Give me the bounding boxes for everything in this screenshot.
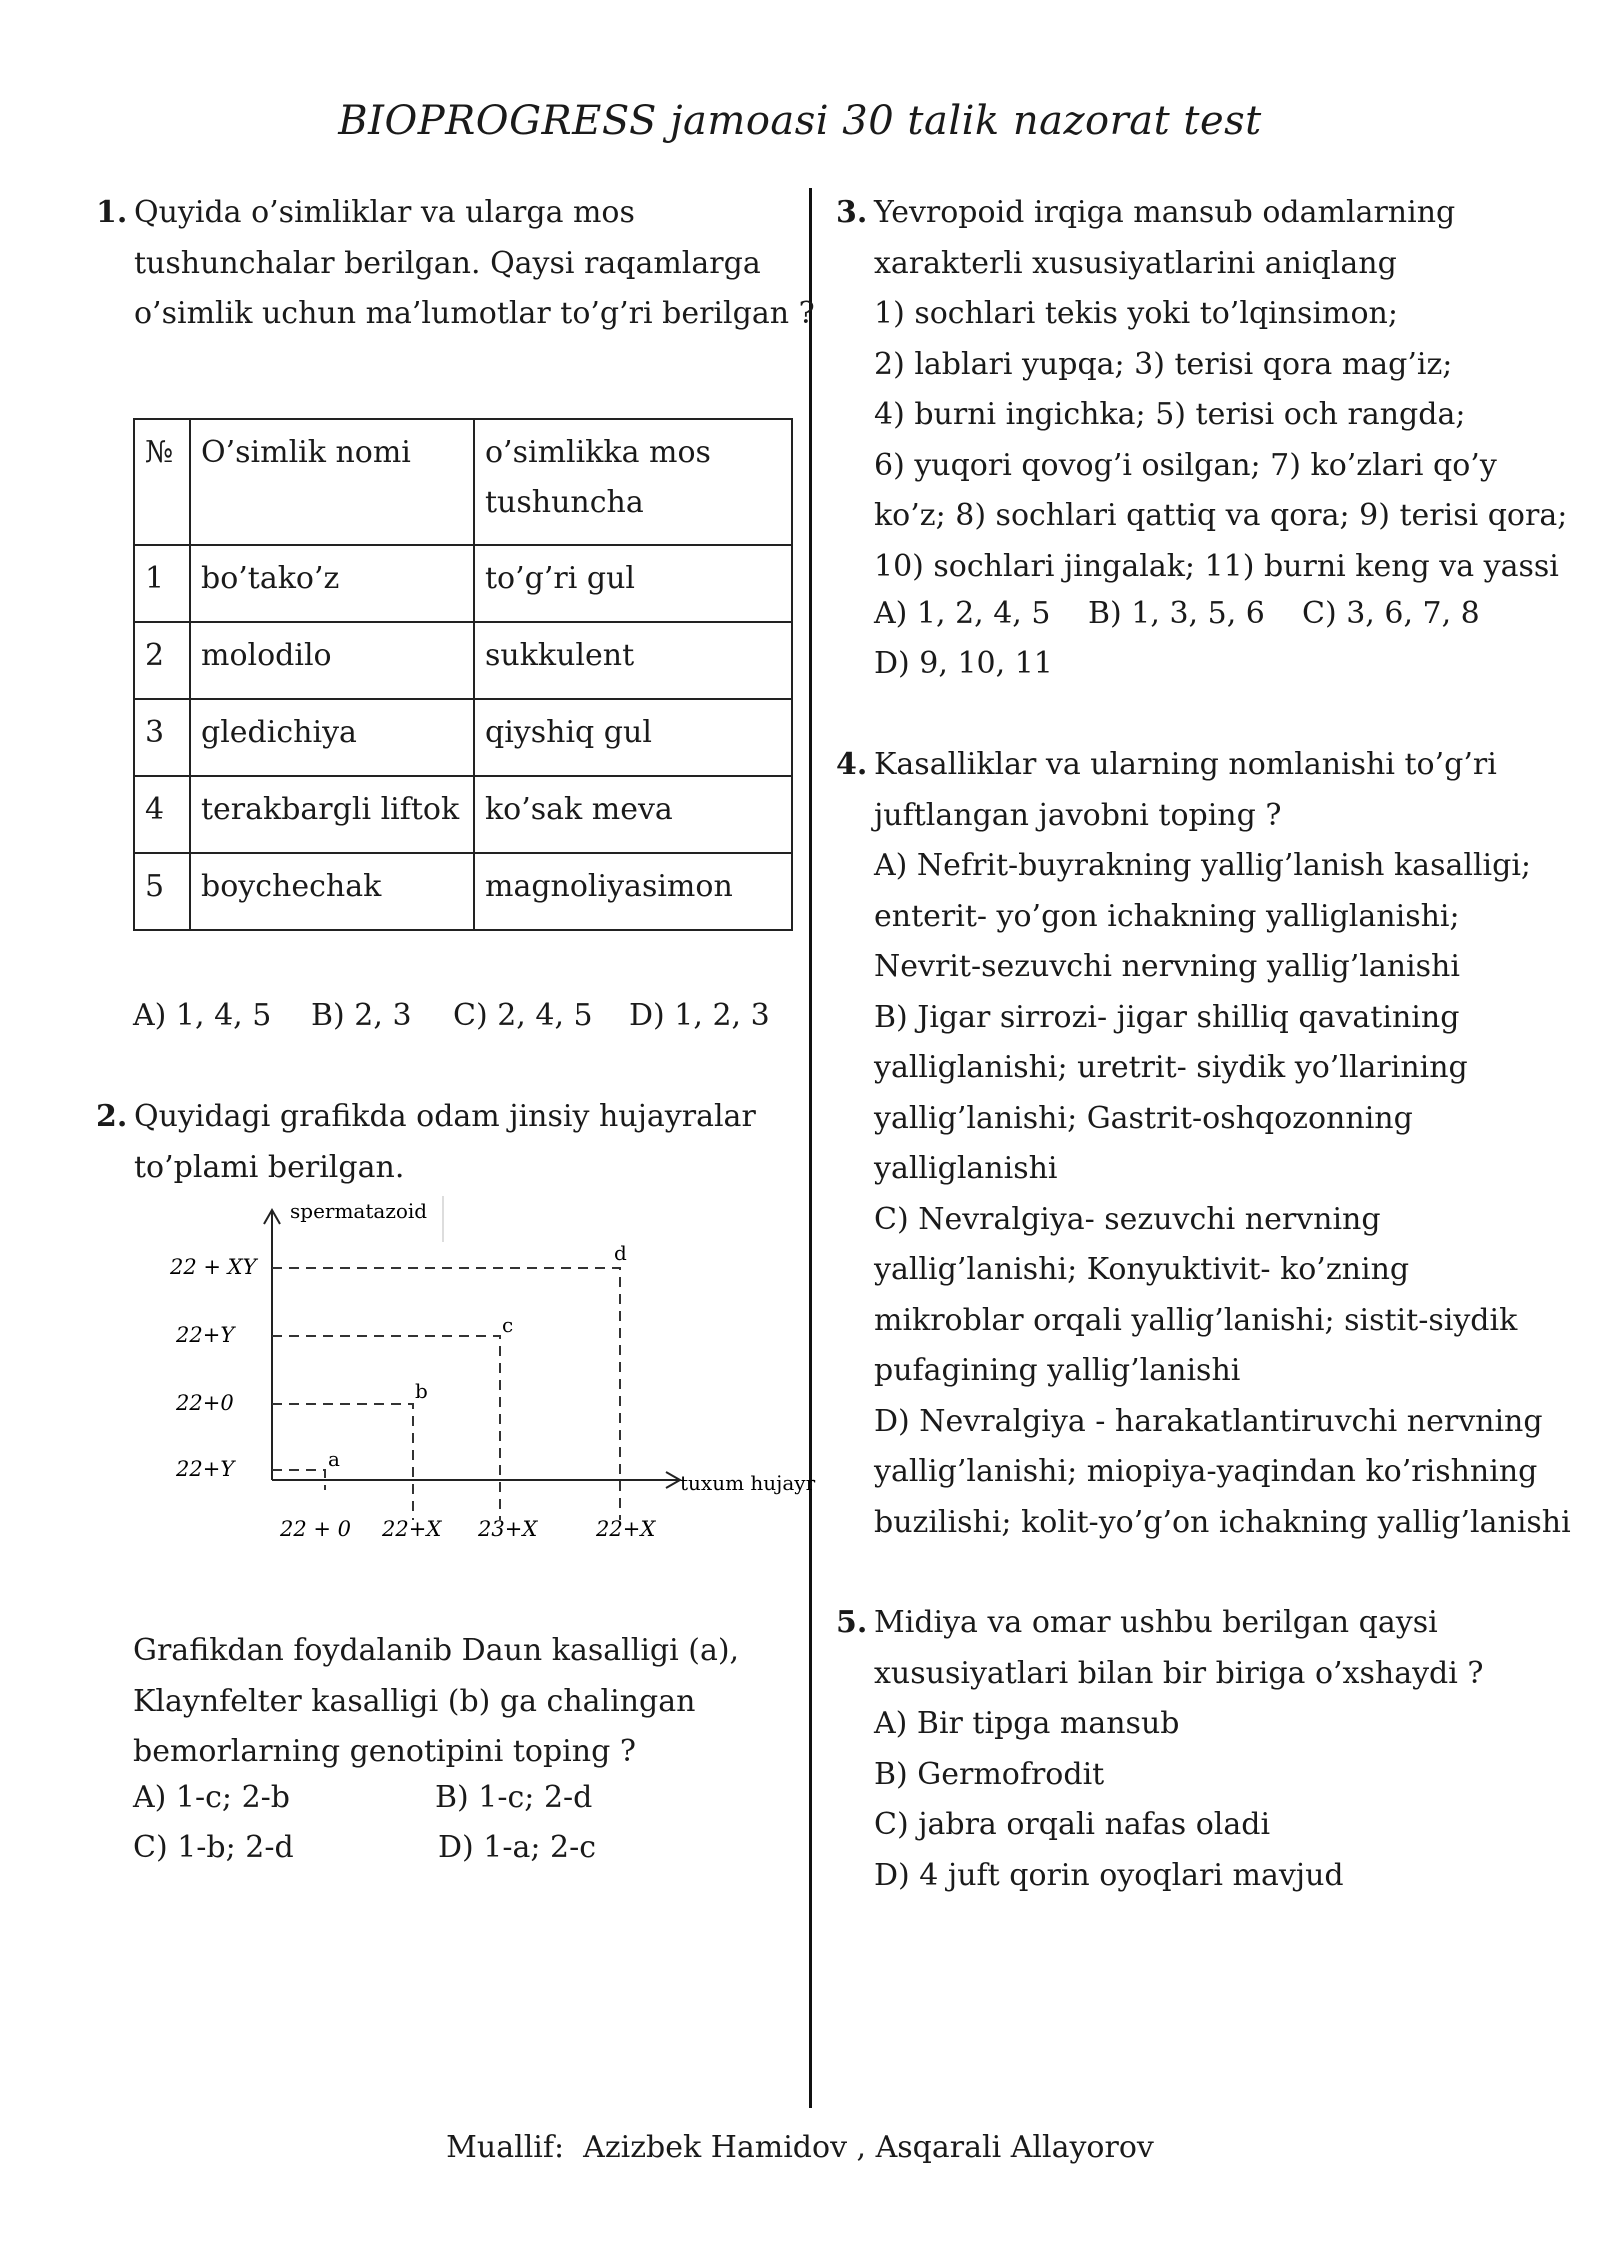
- table-cell: magnoliyasimon: [474, 853, 792, 930]
- answer-option-c[interactable]: C) 3, 6, 7, 8: [1302, 596, 1480, 631]
- question-text: Yevropoid irqiga mansub odamlarning: [874, 195, 1456, 230]
- table-cell: ko’sak meva: [474, 776, 792, 853]
- table-cell: to’g’ri gul: [474, 545, 792, 622]
- answer-text: Nevrit-sezuvchi nervning yallig’lanishi: [874, 949, 1460, 984]
- guide-c: [272, 1336, 500, 1520]
- question-number: 5.: [836, 1605, 868, 1640]
- table-row: [134, 776, 792, 853]
- question-text: xususiyatlari bilan bir biriga o’xshaydi ?: [874, 1655, 1484, 1691]
- answer-option-b[interactable]: B) Jigar sirrozi- jigar shilliq qavatining: [874, 999, 1460, 1035]
- question-text: Grafikdan foydalanib Daun kasalligi (a),: [133, 1633, 740, 1668]
- answer-option-d[interactable]: D) 9, 10, 11: [874, 646, 1053, 681]
- column-divider: [809, 188, 812, 2108]
- question-text: o’simlik uchun ma’lumotlar to’g’ri berilgan ?: [134, 296, 815, 331]
- answer-options: [874, 596, 1554, 696]
- table-row: [134, 622, 792, 699]
- table-row: [134, 853, 792, 930]
- answer-option-b[interactable]: B) 1, 3, 5, 6: [1088, 596, 1265, 631]
- x-tick-label: 23+X: [478, 1517, 538, 1541]
- x-tick-label: 22 + 0: [280, 1517, 352, 1541]
- table-cell: bo’tako’z: [190, 545, 474, 622]
- answer-options: [133, 1780, 693, 1880]
- question-text: tushunchalar berilgan. Qaysi raqamlarga: [134, 245, 761, 281]
- table-header-cell: №: [134, 419, 190, 545]
- answer-text: yalliglanishi: [874, 1151, 1058, 1186]
- table-row: [134, 545, 792, 622]
- question-1: [96, 188, 815, 340]
- guide-b: [272, 1404, 413, 1520]
- question-text: Midiya va omar ushbu berilgan qaysi: [874, 1605, 1438, 1640]
- table-cell: sukkulent: [474, 622, 792, 699]
- answer-option-b[interactable]: B) 1-c; 2-d: [435, 1780, 593, 1815]
- question-5: [836, 1598, 1483, 1901]
- point-label-c: c: [502, 1313, 514, 1337]
- question-number: 2.: [96, 1099, 128, 1134]
- table-cell: terakbargli liftok: [190, 776, 474, 853]
- question-text: Klaynfelter kasalligi (b) ga chalingan: [133, 1683, 696, 1719]
- question-2-prompt: [133, 1626, 739, 1778]
- point-label-a: a: [328, 1447, 340, 1471]
- question-text: Quyida o’simliklar va ularga mos: [134, 195, 635, 230]
- x-tick-label: 22+X: [596, 1517, 656, 1541]
- answer-option-c[interactable]: C) Nevralgiya- sezuvchi nervning: [874, 1201, 1381, 1237]
- table-cell: molodilo: [190, 622, 474, 699]
- question-text: 1) sochlari tekis yoki to’lqinsimon;: [874, 296, 1398, 331]
- answer-option-b[interactable]: B) Germofrodit: [874, 1756, 1105, 1792]
- question-number: 1.: [96, 195, 128, 230]
- answer-text: mikroblar orqali yallig’lanishi; sistit-siydik: [874, 1302, 1518, 1338]
- dashed-guides: [272, 1268, 620, 1520]
- answer-options: [133, 998, 793, 1038]
- answer-option-a[interactable]: A) Nefrit-buyrakning yallig’lanish kasalligi;: [874, 848, 1532, 883]
- table-row: [134, 699, 792, 776]
- answer-option-d[interactable]: D) Nevralgiya - harakatlantiruvchi nervning: [874, 1403, 1543, 1439]
- y-tick-label: 22+Y: [176, 1457, 235, 1481]
- question-text: xarakterli xususiyatlarini aniqlang: [874, 245, 1397, 281]
- answer-option-a[interactable]: A) 1-c; 2-b: [133, 1780, 291, 1815]
- table-header-text: tushuncha: [485, 485, 644, 520]
- y-axis-label: spermatazoid: [290, 1199, 428, 1223]
- table-header-cell: [474, 419, 792, 545]
- gamete-graph: [160, 1190, 820, 1570]
- y-tick-label: 22+Y: [176, 1323, 235, 1347]
- question-text: 6) yuqori qovog’i osilgan; 7) ko’zlari qo’y: [874, 447, 1497, 483]
- point-label-d: d: [614, 1241, 627, 1265]
- answer-option-a[interactable]: A) 1, 2, 4, 5: [874, 596, 1051, 631]
- table-header-text: o’simlikka mos: [485, 435, 711, 470]
- question-text: bemorlarning genotipini toping ?: [133, 1734, 636, 1769]
- answer-text: buzilishi; kolit-yo’g’on ichakning yallig’lanishi: [874, 1504, 1571, 1540]
- answer-text: enterit- yo’gon ichakning yalliglanishi;: [874, 898, 1460, 934]
- question-text: 2) lablari yupqa; 3) terisi qora mag’iz;: [874, 346, 1453, 382]
- page-title: BIOPROGRESS jamoasi 30 talik nazorat test: [338, 98, 1262, 144]
- plant-table: [133, 418, 793, 931]
- answer-option-a[interactable]: A) 1, 4, 5: [133, 998, 272, 1033]
- answer-text: yallig’lanishi; miopiya-yaqindan ko’rishning: [874, 1454, 1538, 1489]
- question-4: [836, 740, 1571, 1548]
- table-header-row: [134, 419, 792, 545]
- answer-text: yallig’lanishi; Konyuktivit- ko’zning: [874, 1252, 1410, 1287]
- y-tick-label: 22 + XY: [170, 1255, 257, 1279]
- question-number: 3.: [836, 195, 868, 230]
- table-cell: qiyshiq gul: [474, 699, 792, 776]
- table-header-cell: O’simlik nomi: [190, 419, 474, 545]
- answer-text: yallig’lanishi; Gastrit-oshqozonning: [874, 1100, 1413, 1136]
- y-tick-label: 22+0: [176, 1391, 234, 1415]
- table-cell: 1: [134, 545, 190, 622]
- answer-option-c[interactable]: C) jabra orqali nafas oladi: [874, 1807, 1271, 1842]
- answer-text: pufagining yallig’lanishi: [874, 1353, 1241, 1388]
- question-text: Quyidagi grafikda odam jinsiy hujayralar: [134, 1099, 756, 1134]
- guide-d: [272, 1268, 620, 1520]
- answer-option-c[interactable]: C) 1-b; 2-d: [133, 1830, 294, 1865]
- answer-option-d[interactable]: D) 1, 2, 3: [629, 998, 770, 1033]
- table-cell: 2: [134, 622, 190, 699]
- question-text: juftlangan javobni toping ?: [874, 797, 1282, 833]
- answer-option-d[interactable]: D) 4 juft qorin oyoqlari mavjud: [874, 1857, 1344, 1893]
- answer-option-d[interactable]: D) 1-a; 2-c: [438, 1830, 597, 1865]
- question-text: Kasalliklar va ularning nomlanishi to’g’ri: [874, 747, 1497, 782]
- x-axis-label: tuxum hujayr: [680, 1471, 816, 1495]
- table-cell: boychechak: [190, 853, 474, 930]
- author-footer: Muallif: Azizbek Hamidov , Asqarali Allayorov: [446, 2130, 1154, 2165]
- table-cell: 4: [134, 776, 190, 853]
- question-text: 4) burni ingichka; 5) terisi och rangda;: [874, 397, 1466, 432]
- table-cell: 5: [134, 853, 190, 930]
- question-text: 10) sochlari jingalak; 11) burni keng va yassi: [874, 548, 1559, 584]
- x-tick-label: 22+X: [382, 1517, 442, 1541]
- answer-option-c[interactable]: C) 2, 4, 5: [453, 998, 593, 1033]
- answer-option-a[interactable]: A) Bir tipga mansub: [874, 1706, 1180, 1741]
- answer-text: yalliglanishi; uretrit- siydik yo’llarining: [874, 1050, 1468, 1085]
- question-text: ko’z; 8) sochlari qattiq va qora; 9) terisi qora;: [874, 498, 1568, 533]
- question-2: [96, 1092, 756, 1193]
- table-cell: gledichiya: [190, 699, 474, 776]
- answer-option-b[interactable]: B) 2, 3: [311, 998, 412, 1033]
- question-text: to’plami berilgan.: [134, 1149, 405, 1185]
- question-number: 4.: [836, 747, 868, 782]
- question-3: [836, 188, 1567, 592]
- point-label-b: b: [415, 1379, 428, 1403]
- table-cell: 3: [134, 699, 190, 776]
